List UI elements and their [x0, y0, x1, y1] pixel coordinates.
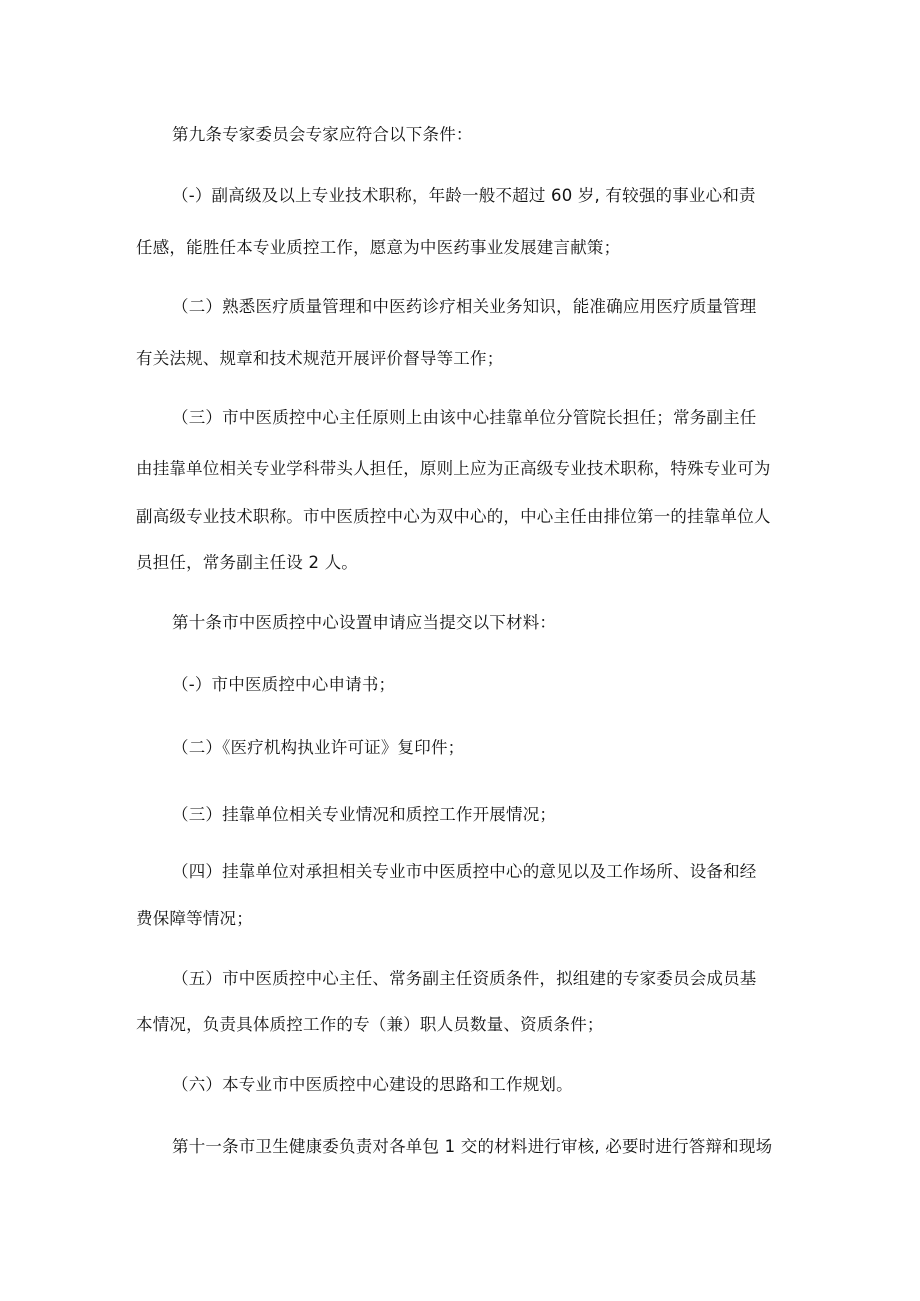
text-line: 员担任，常务副主任设 2 人。 — [136, 553, 358, 572]
text-line: 有关法规、规章和技术规范开展评价督导等工作； — [136, 349, 504, 368]
text-line: （三）挂靠单位相关专业情况和质控工作开展情况； — [172, 805, 557, 824]
text-line: 副高级专业技术职称。市中医质控中心为双中心的，中心主任由排位第一的挂靠单位人 — [136, 507, 771, 526]
text-line: （六）本专业市中医质控中心建设的思路和工作规划。 — [172, 1075, 573, 1094]
text-line: （五）市中医质控中心主任、常务副主任资质条件，拟组建的专家委员会成员基 — [172, 969, 757, 988]
text-line: 第十条市中医质控中心设置申请应当提交以下材料： — [172, 613, 557, 632]
text-line: 任感，能胜任本专业质控工作，愿意为中医药事业发展建言献策； — [136, 238, 621, 257]
text-line: （二）《医疗机构执业许可证》复印件； — [172, 738, 465, 757]
text-line: （-）副高级及以上专业技术职称，年龄一般不超过 60 岁, 有较强的事业心和责 — [172, 186, 756, 205]
text-line: 第十一条市卫生健康委负责对各单包 1 交的材料进行审核, 必要时进行答辩和现场 — [172, 1137, 773, 1156]
text-line: （二）熟悉医疗质量管理和中医药诊疗相关业务知识，能准确应用医疗质量管理 — [172, 297, 757, 316]
text-line: 由挂靠单位相关专业学科带头人担任，原则上应为正高级专业技术职称，特殊专业可为 — [136, 459, 771, 478]
text-line: 第九条专家委员会专家应符合以下条件： — [172, 125, 473, 144]
text-line: （-）市中医质控中心申请书； — [172, 675, 396, 694]
text-line: （四）挂靠单位对承担相关专业市中医质控中心的意见以及工作场所、设备和经 — [172, 862, 757, 881]
text-line: 本情况，负责具体质控工作的专（兼）职人员数量、资质条件； — [136, 1015, 604, 1034]
text-line: （三）市中医质控中心主任原则上由该中心挂靠单位分管院长担任；常务副主任 — [172, 408, 757, 427]
text-line: 费保障等情况； — [136, 909, 253, 928]
